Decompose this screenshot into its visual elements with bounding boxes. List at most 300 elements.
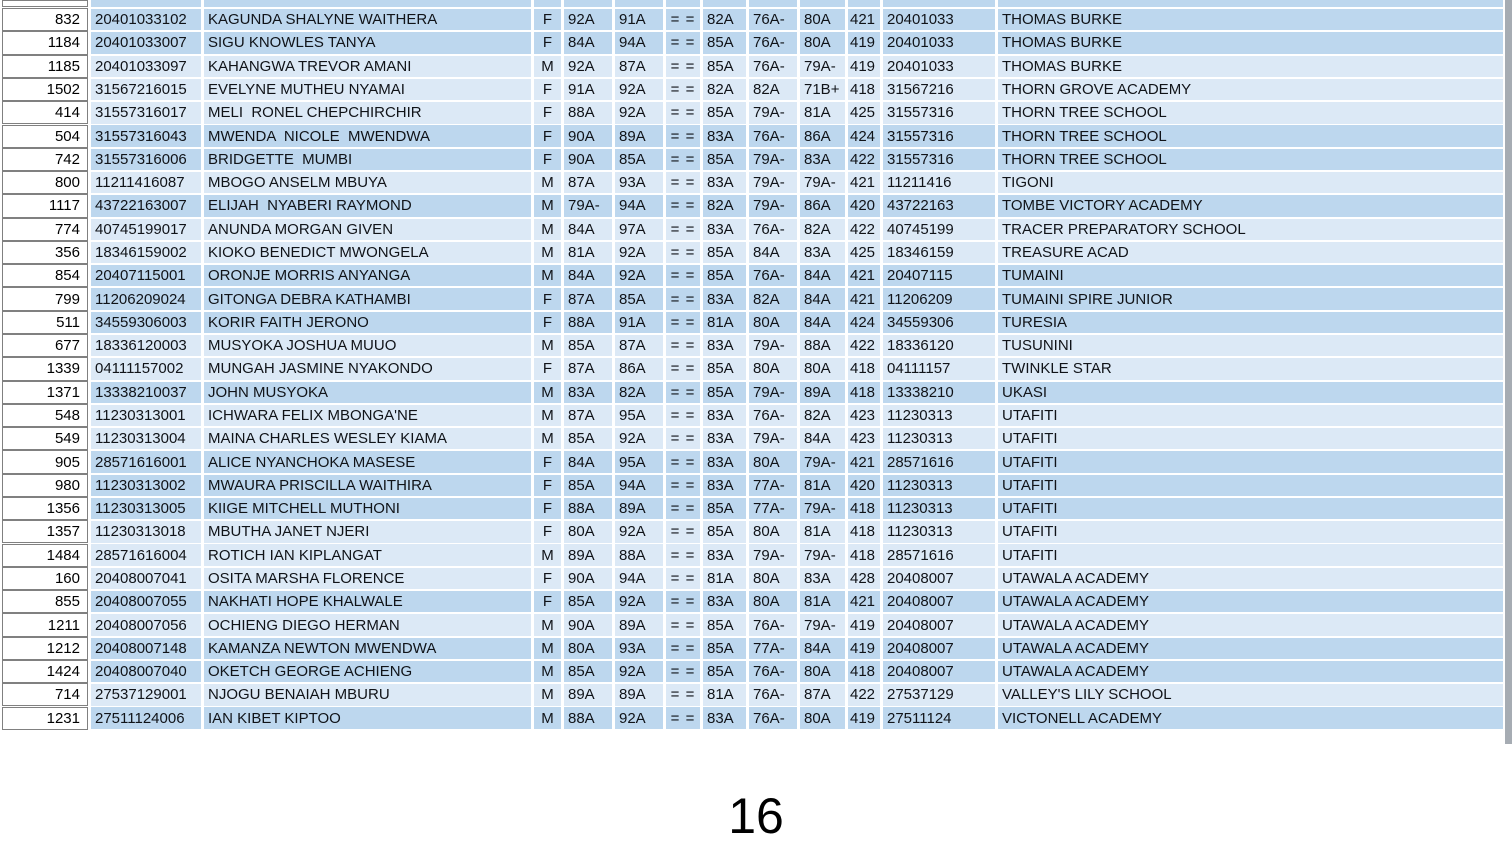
cell-gender: M (534, 195, 561, 216)
cell-index-number: 20408007041 (91, 568, 201, 589)
cell-index-number: 18346159002 (91, 242, 201, 263)
cell-mark-1: 84A (564, 32, 612, 53)
table-row (2, 32, 1503, 53)
cell-school-name: THORN TREE SCHOOL (998, 125, 1503, 146)
cell-school-name: UKASI (998, 382, 1503, 403)
cell-school-name: TOMBE VICTORY ACADEMY (998, 195, 1503, 216)
cell-mark-4: 76A- (749, 56, 797, 77)
cell-mark-4: 77A- (749, 475, 797, 496)
cell-mark-5: 83A (800, 149, 845, 170)
cell-eq-marker: = = (666, 149, 700, 170)
cell-mark-3: 82A (703, 79, 746, 100)
cell-serial-number: 1185 (2, 55, 88, 78)
cell-mark-5: 80A (800, 358, 845, 379)
cell-school-code: 40745199 (883, 219, 995, 240)
cell-mark-4: 79A- (749, 335, 797, 356)
cell-school-name: UTAFITI (998, 521, 1503, 542)
cell-mark-1: 90A (564, 614, 612, 635)
cell-mark-4: 79A- (749, 428, 797, 449)
cell-school-code: 28571616 (883, 544, 995, 565)
cell-mark-2: 94A (615, 195, 663, 216)
cell-school-code: 20408007 (883, 661, 995, 682)
cell-mark-3: 85A (703, 614, 746, 635)
cell-index-number: 20408007148 (91, 638, 201, 659)
cell-gender: M (534, 428, 561, 449)
cell-mark-2: 88A (615, 544, 663, 565)
cell-school-name: TWINKLE STAR (998, 358, 1503, 379)
cell-mark-1: 92A (564, 9, 612, 30)
cell-mark-1: 85A (564, 591, 612, 612)
cell-eq-marker: = = (666, 56, 700, 77)
table-row (2, 591, 1503, 612)
cell-mark-1: 89A (564, 684, 612, 705)
cell-mark-3: 85A (703, 638, 746, 659)
cell-serial-number (2, 0, 88, 7)
table-row (2, 195, 1503, 216)
cell-school-code: 18336120 (883, 335, 995, 356)
cell-school-name: TREASURE ACAD (998, 242, 1503, 263)
cell-school-name: TRACER PREPARATORY SCHOOL (998, 219, 1503, 240)
cell-candidate-name: NAKHATI HOPE KHALWALE (204, 591, 531, 612)
cell-mark-1: 87A (564, 358, 612, 379)
cell-mark-4: 76A- (749, 32, 797, 53)
cell-total-marks: 419 (848, 638, 880, 659)
cell-mark-1: 83A (564, 382, 612, 403)
cell-school-code: 27511124 (883, 707, 995, 728)
cell-gender: F (534, 9, 561, 30)
cell-gender: F (534, 149, 561, 170)
cell-total-marks: 421 (848, 172, 880, 193)
cell-gender: M (534, 405, 561, 426)
cell-mark-5: 80A (800, 32, 845, 53)
table-row (2, 707, 1503, 728)
cell-candidate-name: KAHANGWA TREVOR AMANI (204, 56, 531, 77)
table-row (2, 638, 1503, 659)
cell-index-number: 31567216015 (91, 79, 201, 100)
cell-gender: F (534, 125, 561, 146)
table-row (2, 56, 1503, 77)
cell-mark-2: 91A (615, 9, 663, 30)
cell-mark-2: 92A (615, 102, 663, 123)
cell-mark-1: 92A (564, 56, 612, 77)
table-row (2, 498, 1503, 519)
table-row (2, 475, 1503, 496)
cell-serial-number: 1184 (2, 31, 88, 54)
cell-eq-marker: = = (666, 219, 700, 240)
cell-gender: F (534, 288, 561, 309)
cell-mark-3: 81A (703, 568, 746, 589)
cell-total-marks: 419 (848, 32, 880, 53)
cell-mark-2: 92A (615, 707, 663, 728)
cell-total-marks: 418 (848, 544, 880, 565)
cell-school-code: 11230313 (883, 405, 995, 426)
cell-school-code: 18346159 (883, 242, 995, 263)
cell-eq-marker: = = (666, 382, 700, 403)
cell-index-number (91, 0, 201, 7)
cell-mark-4: 76A- (749, 219, 797, 240)
cell-candidate-name: OCHIENG DIEGO HERMAN (204, 614, 531, 635)
cell-index-number: 20408007056 (91, 614, 201, 635)
cell-index-number: 11230313018 (91, 521, 201, 542)
cell-mark-4: 76A- (749, 614, 797, 635)
cell-mark-3: 82A (703, 195, 746, 216)
cell-index-number: 04111157002 (91, 358, 201, 379)
cell-eq-marker: = = (666, 707, 700, 728)
cell-mark-1: 84A (564, 265, 612, 286)
cell-mark-4: 76A- (749, 9, 797, 30)
cell-index-number: 11230313001 (91, 405, 201, 426)
cell-mark-2: 89A (615, 614, 663, 635)
cell-total-marks: 419 (848, 56, 880, 77)
cell-mark-5: 79A- (800, 544, 845, 565)
cell-serial-number: 414 (2, 101, 88, 124)
cell-school-code: 27537129 (883, 684, 995, 705)
cell-gender: M (534, 172, 561, 193)
cell-index-number: 27511124006 (91, 707, 201, 728)
cell-eq-marker: = = (666, 358, 700, 379)
table-row (2, 661, 1503, 682)
cell-eq-marker: = = (666, 79, 700, 100)
cell-mark-2: 93A (615, 172, 663, 193)
cell-total-marks: 419 (848, 707, 880, 728)
cell-mark-5: 80A (800, 9, 845, 30)
cell-mark-5: 84A (800, 288, 845, 309)
cell-total-marks: 418 (848, 358, 880, 379)
cell-eq-marker: = = (666, 405, 700, 426)
cell-school-name: UTAWALA ACADEMY (998, 661, 1503, 682)
cell-eq-marker: = = (666, 32, 700, 53)
cell-mark-5: 79A- (800, 614, 845, 635)
cell-gender: F (534, 475, 561, 496)
table-row (2, 428, 1503, 449)
cell-school-name: VICTONELL ACADEMY (998, 707, 1503, 728)
cell-school-code: 20408007 (883, 638, 995, 659)
cell-candidate-name: SIGU KNOWLES TANYA (204, 32, 531, 53)
cell-school-code: 11230313 (883, 475, 995, 496)
cell-school-name: THOMAS BURKE (998, 56, 1503, 77)
cell-mark-3: 85A (703, 661, 746, 682)
cell-mark-3: 83A (703, 544, 746, 565)
cell-serial-number: 714 (2, 683, 88, 706)
cell-index-number: 31557316043 (91, 125, 201, 146)
table-row (2, 288, 1503, 309)
cell-mark-1: 90A (564, 568, 612, 589)
cell-mark-1: 91A (564, 79, 612, 100)
cell-index-number: 31557316006 (91, 149, 201, 170)
cell-school-name (998, 0, 1503, 7)
cell-total-marks: 425 (848, 102, 880, 123)
cell-mark-5: 84A (800, 312, 845, 333)
cell-mark-2: 89A (615, 125, 663, 146)
table-row (2, 312, 1503, 333)
cell-mark-2: 87A (615, 56, 663, 77)
cell-eq-marker: = = (666, 242, 700, 263)
cell-school-code: 43722163 (883, 195, 995, 216)
cell-serial-number: 774 (2, 218, 88, 241)
cell-serial-number: 1356 (2, 497, 88, 520)
cell-index-number: 28571616004 (91, 544, 201, 565)
cell-school-code: 31557316 (883, 125, 995, 146)
cell-index-number: 40745199017 (91, 219, 201, 240)
cell-index-number: 20408007040 (91, 661, 201, 682)
cell-index-number: 11230313004 (91, 428, 201, 449)
cell-total-marks: 418 (848, 498, 880, 519)
cell-mark-3: 83A (703, 475, 746, 496)
cell-total-marks: 420 (848, 475, 880, 496)
cell-mark-3: 85A (703, 56, 746, 77)
cell-mark-3: 85A (703, 382, 746, 403)
cell-gender: F (534, 521, 561, 542)
cell-mark-1: 85A (564, 335, 612, 356)
cell-mark-4: 79A- (749, 102, 797, 123)
partial-row (2, 0, 1503, 7)
cell-candidate-name: KIIGE MITCHELL MUTHONI (204, 498, 531, 519)
cell-index-number: 11230313005 (91, 498, 201, 519)
table-row (2, 568, 1503, 589)
cell-mark-4: 80A (749, 451, 797, 472)
cell-mark-3: 85A (703, 358, 746, 379)
cell-school-code: 11230313 (883, 498, 995, 519)
cell-mark-1: 84A (564, 219, 612, 240)
cell-mark-5: 81A (800, 102, 845, 123)
cell-total-marks: 422 (848, 335, 880, 356)
cell-total-marks: 418 (848, 521, 880, 542)
cell-mark-4: 76A- (749, 265, 797, 286)
cell-eq-marker: = = (666, 661, 700, 682)
cell-school-name: UTAFITI (998, 405, 1503, 426)
cell-candidate-name: MELI RONEL CHEPCHIRCHIR (204, 102, 531, 123)
cell-mark-5: 79A- (800, 498, 845, 519)
cell-mark-4: 80A (749, 521, 797, 542)
cell-total-marks: 422 (848, 149, 880, 170)
cell-serial-number: 742 (2, 148, 88, 171)
cell-gender: F (534, 568, 561, 589)
cell-candidate-name: ORONJE MORRIS ANYANGA (204, 265, 531, 286)
cell-mark-2: 82A (615, 382, 663, 403)
cell-mark-5: 80A (800, 707, 845, 728)
cell-school-name: UTAWALA ACADEMY (998, 638, 1503, 659)
cell-candidate-name: MBUTHA JANET NJERI (204, 521, 531, 542)
cell-mark-5: 84A (800, 265, 845, 286)
table-row (2, 544, 1503, 565)
table-row (2, 614, 1503, 635)
cell-mark-3: 83A (703, 125, 746, 146)
cell-serial-number: 1211 (2, 613, 88, 636)
cell-mark-2: 92A (615, 79, 663, 100)
cell-mark-2: 86A (615, 358, 663, 379)
cell-candidate-name: KORIR FAITH JERONO (204, 312, 531, 333)
cell-total-marks: 420 (848, 195, 880, 216)
cell-mark-1: 88A (564, 102, 612, 123)
cell-mark-4: 82A (749, 79, 797, 100)
cell-candidate-name: ELIJAH NYABERI RAYMOND (204, 195, 531, 216)
cell-school-name: THORN GROVE ACADEMY (998, 79, 1503, 100)
cell-serial-number: 832 (2, 8, 88, 31)
cell-index-number: 28571616001 (91, 451, 201, 472)
cell-gender: F (534, 498, 561, 519)
cell-eq-marker: = = (666, 684, 700, 705)
cell-eq-marker: = = (666, 125, 700, 146)
cell-mark-4: 82A (749, 288, 797, 309)
cell-mark-5: 86A (800, 195, 845, 216)
cell-mark-5: 84A (800, 428, 845, 449)
table-row (2, 219, 1503, 240)
table-row (2, 335, 1503, 356)
table-row (2, 358, 1503, 379)
cell-mark-5: 88A (800, 335, 845, 356)
cell-index-number: 20408007055 (91, 591, 201, 612)
cell-mark-4: 84A (749, 242, 797, 263)
cell-mark-2: 93A (615, 638, 663, 659)
cell-serial-number: 1502 (2, 78, 88, 101)
cell-total-marks: 428 (848, 568, 880, 589)
cell-serial-number: 905 (2, 450, 88, 473)
cell-mark-5: 82A (800, 405, 845, 426)
cell-school-name: UTAFITI (998, 428, 1503, 449)
cell-school-name: THORN TREE SCHOOL (998, 149, 1503, 170)
cell-school-code: 11230313 (883, 428, 995, 449)
cell-gender: M (534, 242, 561, 263)
cell-mark-3: 85A (703, 521, 746, 542)
cell-candidate-name: MUSYOKA JOSHUA MUUO (204, 335, 531, 356)
cell-school-name: UTAFITI (998, 451, 1503, 472)
cell-total-marks: 424 (848, 312, 880, 333)
cell-eq-marker: = = (666, 102, 700, 123)
cell-mark-1: 79A- (564, 195, 612, 216)
cell-school-name: VALLEY'S LILY SCHOOL (998, 684, 1503, 705)
table-row (2, 9, 1503, 30)
cell-mark-4: 76A- (749, 707, 797, 728)
cell-mark-2: 92A (615, 661, 663, 682)
cell-serial-number: 1371 (2, 381, 88, 404)
cell-mark-4: 79A- (749, 149, 797, 170)
cell-mark-2: 85A (615, 288, 663, 309)
cell-mark-5: 81A (800, 521, 845, 542)
cell-eq-marker: = = (666, 498, 700, 519)
cell-mark-1: 87A (564, 172, 612, 193)
cell-candidate-name (204, 0, 531, 7)
table-row (2, 172, 1503, 193)
cell-candidate-name: KAMANZA NEWTON MWENDWA (204, 638, 531, 659)
table-row (2, 405, 1503, 426)
cell-mark-4: 76A- (749, 125, 797, 146)
cell-mark-1: 89A (564, 544, 612, 565)
cell-mark-2: 92A (615, 242, 663, 263)
cell-mark-3: 85A (703, 265, 746, 286)
cell-serial-number: 1231 (2, 707, 88, 730)
cell-mark-5: 83A (800, 242, 845, 263)
cell-school-code: 28571616 (883, 451, 995, 472)
cell-mark-1: 90A (564, 149, 612, 170)
cell-candidate-name: OKETCH GEORGE ACHIENG (204, 661, 531, 682)
cell-mark-5: 84A (800, 638, 845, 659)
table-row (2, 79, 1503, 100)
page-edge-strip (1505, 0, 1512, 744)
cell-school-name: THOMAS BURKE (998, 9, 1503, 30)
cell-candidate-name: NJOGU BENAIAH MBURU (204, 684, 531, 705)
cell-candidate-name: MWENDA NICOLE MWENDWA (204, 125, 531, 146)
cell-eq-marker: = = (666, 312, 700, 333)
cell-mark-1: 90A (564, 125, 612, 146)
cell-mark-4: 77A- (749, 638, 797, 659)
cell-gender: M (534, 661, 561, 682)
cell-mark-3: 83A (703, 172, 746, 193)
cell-total-marks: 421 (848, 451, 880, 472)
cell-total-marks: 423 (848, 428, 880, 449)
cell-mark-3: 85A (703, 242, 746, 263)
cell-mark-4: 76A- (749, 684, 797, 705)
cell-school-code: 31567216 (883, 79, 995, 100)
cell-mark-1: 88A (564, 707, 612, 728)
cell-serial-number: 1484 (2, 544, 88, 567)
cell-serial-number: 1424 (2, 660, 88, 683)
cell-serial-number: 549 (2, 427, 88, 450)
cell-gender: M (534, 265, 561, 286)
cell-index-number: 20401033102 (91, 9, 201, 30)
cell-gender (534, 0, 561, 7)
cell-total-marks: 425 (848, 242, 880, 263)
cell-total-marks: 418 (848, 382, 880, 403)
cell-total-marks: 421 (848, 9, 880, 30)
cell-mark-5: 86A (800, 125, 845, 146)
cell-gender: M (534, 684, 561, 705)
cell-school-code: 11230313 (883, 521, 995, 542)
cell-mark-4: 79A- (749, 195, 797, 216)
cell-index-number: 11211416087 (91, 172, 201, 193)
cell-school-name: UTAWALA ACADEMY (998, 591, 1503, 612)
cell-candidate-name: MBOGO ANSELM MBUYA (204, 172, 531, 193)
cell-gender: M (534, 335, 561, 356)
cell-candidate-name: MAINA CHARLES WESLEY KIAMA (204, 428, 531, 449)
cell-mark-2: 92A (615, 265, 663, 286)
cell-candidate-name: ROTICH IAN KIPLANGAT (204, 544, 531, 565)
cell-mark-4: 79A- (749, 544, 797, 565)
cell-serial-number: 511 (2, 311, 88, 334)
cell-mark-1: 80A (564, 521, 612, 542)
cell-index-number: 43722163007 (91, 195, 201, 216)
cell-eq-marker: = = (666, 288, 700, 309)
cell-gender: M (534, 56, 561, 77)
cell-mark-3: 81A (703, 312, 746, 333)
cell-mark-4: 76A- (749, 405, 797, 426)
cell-candidate-name: JOHN MUSYOKA (204, 382, 531, 403)
cell-eq-marker: = = (666, 265, 700, 286)
cell-total-marks: 421 (848, 265, 880, 286)
cell-mark-5: 89A (800, 382, 845, 403)
cell-school-name: TUMAINI (998, 265, 1503, 286)
cell-mark-3: 85A (703, 32, 746, 53)
cell-gender: F (534, 591, 561, 612)
cell-gender: M (534, 638, 561, 659)
cell-mark-4: 80A (749, 591, 797, 612)
cell-gender: F (534, 79, 561, 100)
cell-index-number: 11206209024 (91, 288, 201, 309)
cell-index-number: 20401033097 (91, 56, 201, 77)
cell-school-code: 20401033 (883, 32, 995, 53)
cell-eq-marker: = = (666, 544, 700, 565)
cell-eq-marker: = = (666, 172, 700, 193)
cell-mark-2: 95A (615, 451, 663, 472)
cell-index-number: 20407115001 (91, 265, 201, 286)
cell-school-code (883, 0, 995, 7)
cell-mark-3: 85A (703, 102, 746, 123)
cell-serial-number: 356 (2, 241, 88, 264)
cell-index-number: 13338210037 (91, 382, 201, 403)
cell-eq-marker: = = (666, 521, 700, 542)
cell-mark-5: 83A (800, 568, 845, 589)
cell-gender: F (534, 32, 561, 53)
cell-mark-5: 81A (800, 475, 845, 496)
